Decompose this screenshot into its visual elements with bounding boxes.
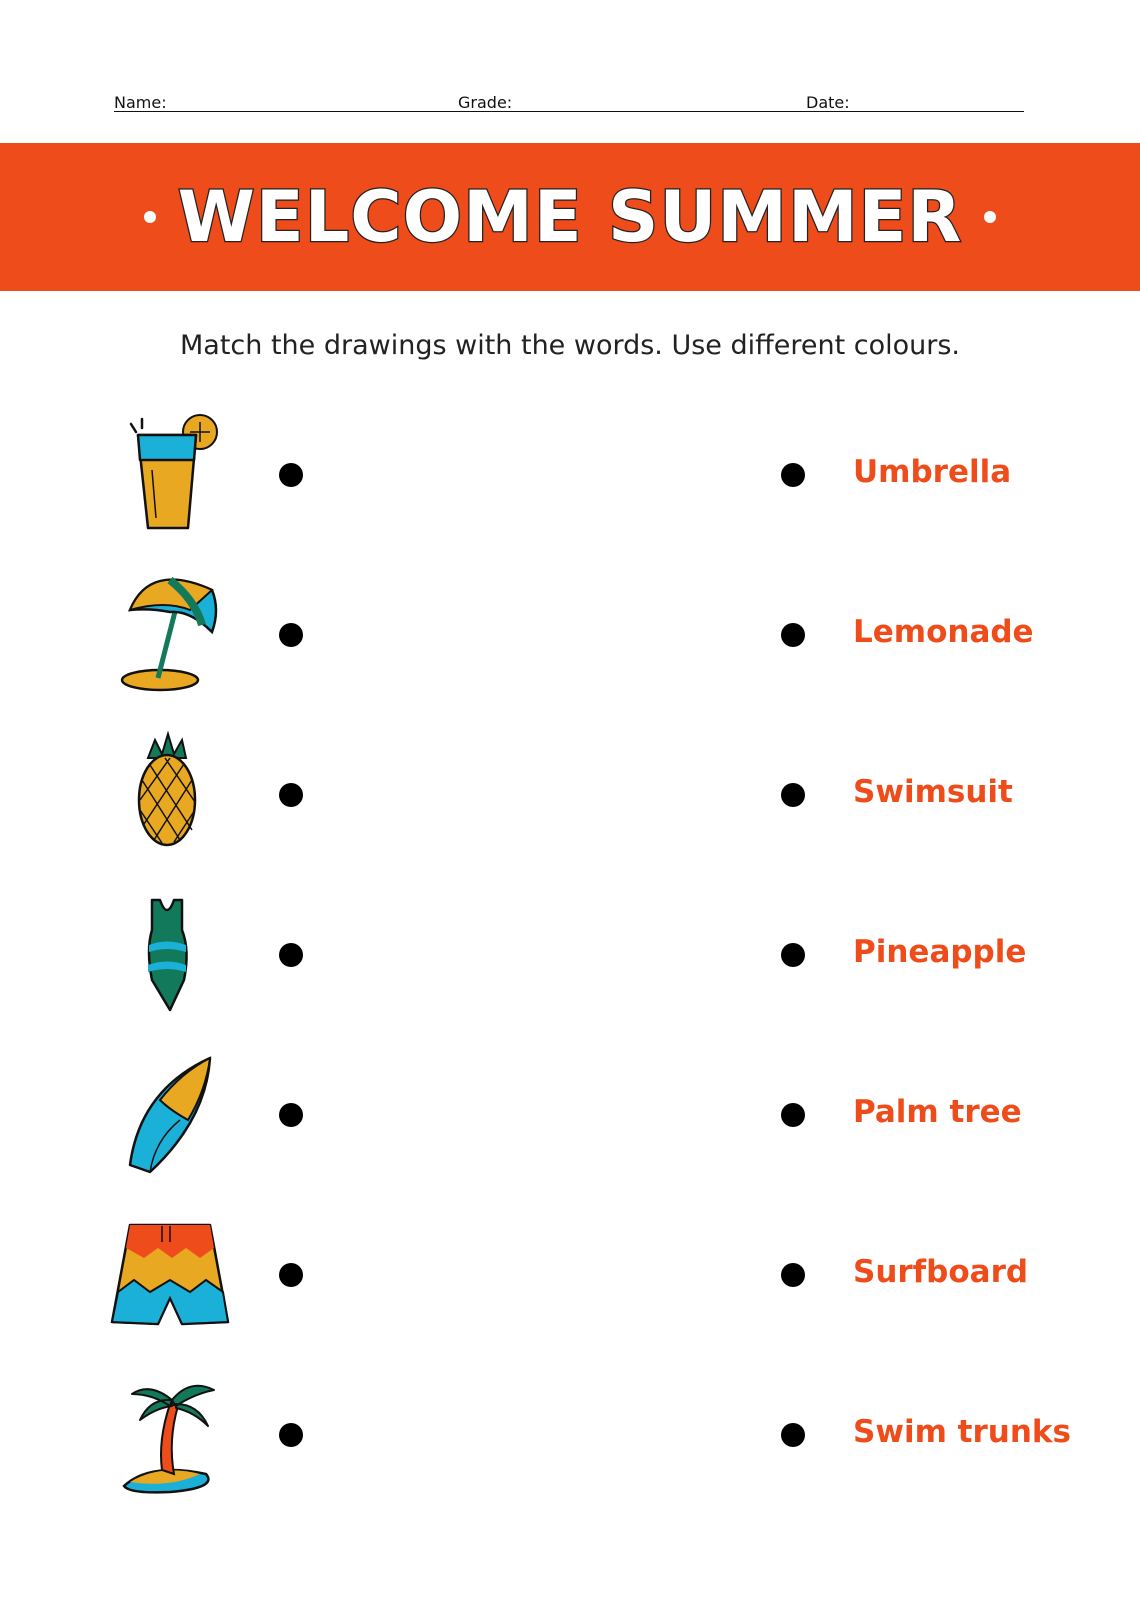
surfboard-icon [110, 1050, 240, 1180]
word-label: Palm tree [853, 1094, 1022, 1130]
left-dot[interactable] [279, 1423, 303, 1447]
word-label: Surfboard [853, 1254, 1029, 1290]
swim-trunks-icon [110, 1210, 240, 1340]
word-label: Lemonade [853, 614, 1034, 650]
pineapple-icon [110, 730, 240, 860]
right-dot[interactable] [781, 463, 805, 487]
match-row [0, 570, 1140, 700]
match-row [0, 1370, 1140, 1500]
word-label: Pineapple [853, 934, 1027, 970]
right-dot[interactable] [781, 1263, 805, 1287]
right-dot[interactable] [781, 1423, 805, 1447]
word-label: Umbrella [853, 454, 1012, 490]
match-row [0, 1210, 1140, 1340]
instructions: Match the drawings with the words. Use different colours. [179, 330, 960, 361]
page-title: WELCOME SUMMER [177, 176, 963, 258]
right-dot[interactable] [781, 1103, 805, 1127]
date-label: Date: [806, 93, 850, 112]
palm-tree-icon [110, 1370, 240, 1500]
word-label: Swimsuit [853, 774, 1013, 810]
right-dot[interactable] [781, 943, 805, 967]
left-dot[interactable] [279, 1263, 303, 1287]
match-row [0, 410, 1140, 540]
banner-dot-right [984, 211, 996, 223]
left-dot[interactable] [279, 943, 303, 967]
title-banner [0, 143, 1140, 291]
word-label: Swim trunks [853, 1414, 1071, 1450]
left-dot[interactable] [279, 463, 303, 487]
banner-dot-left [144, 211, 156, 223]
name-label: Name: [114, 93, 167, 112]
student-info-line [114, 93, 1024, 113]
left-dot[interactable] [279, 783, 303, 807]
umbrella-icon [110, 570, 240, 700]
match-row [0, 890, 1140, 1020]
underline [114, 111, 1024, 112]
left-dot[interactable] [279, 1103, 303, 1127]
swimsuit-icon [110, 890, 240, 1020]
match-row [0, 1050, 1140, 1180]
grade-label: Grade: [458, 93, 513, 112]
right-dot[interactable] [781, 783, 805, 807]
left-dot[interactable] [279, 623, 303, 647]
match-row [0, 730, 1140, 860]
right-dot[interactable] [781, 623, 805, 647]
lemonade-icon [110, 410, 240, 540]
